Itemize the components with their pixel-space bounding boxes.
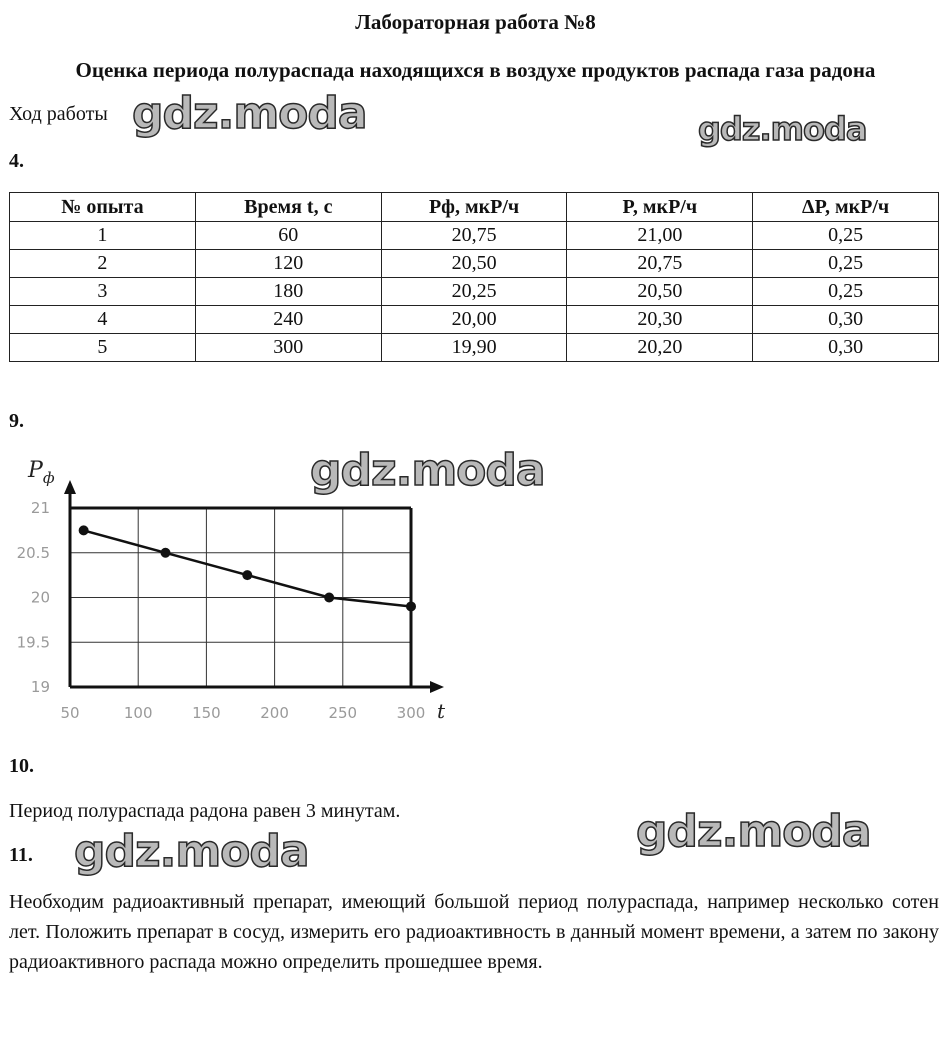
section-number: 10. [9,755,34,777]
table-cell: 20,50 [567,278,753,306]
page-title: Лабораторная работа №8 [355,10,596,34]
table-cell: 0,30 [753,334,939,362]
watermark-logo: gdz.moda [74,826,309,877]
table-cell: 180 [195,278,381,306]
table-cell: 0,30 [753,306,939,334]
y-axis-arrow [64,480,76,494]
column-header: Время t, с [195,193,381,222]
table-cell: 19,90 [381,334,567,362]
results-table [9,192,939,362]
y-tick-label: 19 [30,678,50,696]
table-row [10,250,939,278]
table-row [10,222,939,250]
x-tick-label: 300 [396,704,426,722]
table-cell: 20,75 [381,222,567,250]
chart-series [79,525,416,611]
x-axis-arrow [430,681,444,693]
column-header: P, мкР/ч [567,193,753,222]
section-number: 9. [9,410,24,432]
data-point [242,570,252,580]
y-axis-label: $P_ф$ [28,458,55,487]
table-cell: 20,75 [567,250,753,278]
section-number: 4. [9,150,24,172]
x-axis-label: t [437,699,446,723]
table-cell: 240 [195,306,381,334]
table-cell: 120 [195,250,381,278]
chart-tick-labels [17,499,426,722]
series-line [84,530,411,606]
table-cell: 4 [10,306,196,334]
y-tick-label: 19.5 [16,633,50,652]
table-cell: 20,25 [381,278,567,306]
data-point [406,601,416,611]
table-row [10,306,939,334]
x-tick-label: 100 [123,704,153,722]
decay-chart [0,440,470,730]
table-cell: 2 [10,250,196,278]
y-tick-label: 20 [30,588,50,607]
x-tick-label: 150 [192,704,221,722]
table-cell: 21,00 [567,222,753,250]
data-point [160,548,170,558]
table-cell: 1 [10,222,196,250]
table-header-row [10,193,939,222]
table-cell: 20,30 [567,306,753,334]
table-cell: 300 [195,334,381,362]
y-tick-label: 21 [30,499,50,517]
table-cell: 0,25 [753,222,939,250]
x-tick-label: 200 [260,704,289,722]
watermark-logo: gdz.moda [310,445,545,496]
y-tick-label: 20.5 [16,543,50,562]
table-row [10,278,939,306]
table-cell: 3 [10,278,196,306]
table-cell: 20,20 [567,334,753,362]
watermark-logo: gdz.moda [132,88,367,139]
table-cell: 60 [195,222,381,250]
data-point [324,593,334,603]
watermark-logo: gdz.moda [636,806,871,857]
section-number: 11. [9,844,33,866]
table-row [10,334,939,362]
procedure-label: Ход работы [9,103,108,125]
page-subtitle: Оценка периода полураспада находящихся в воздухе продуктов распада газа радона [75,58,876,82]
chart-grid [70,508,411,687]
watermark-logo: gdz.moda [698,110,867,148]
data-point [79,525,89,535]
half-life-answer: Период полураспада радона равен 3 минутам. [9,800,401,822]
table-cell: 0,25 [753,278,939,306]
x-tick-label: 250 [328,704,358,722]
x-tick-label: 50 [60,704,80,722]
table-cell: 20,50 [381,250,567,278]
method-paragraph: Необходим радиоактивный препарат, имеющий большой период полураспада, например несколько сотен лет. Положить препарат в сосуд, измерить его радиоактивность в данный момент времени, а затем по закону радиоактивного распада можно определить прошедшее время. [9,891,939,973]
table-cell: 20,00 [381,306,567,334]
column-header: № опыта [10,193,196,222]
table-cell: 5 [10,334,196,362]
column-header: ΔP, мкР/ч [753,193,939,222]
column-header: Pф, мкР/ч [381,193,567,222]
chart-axes [64,480,444,693]
table-cell: 0,25 [753,250,939,278]
